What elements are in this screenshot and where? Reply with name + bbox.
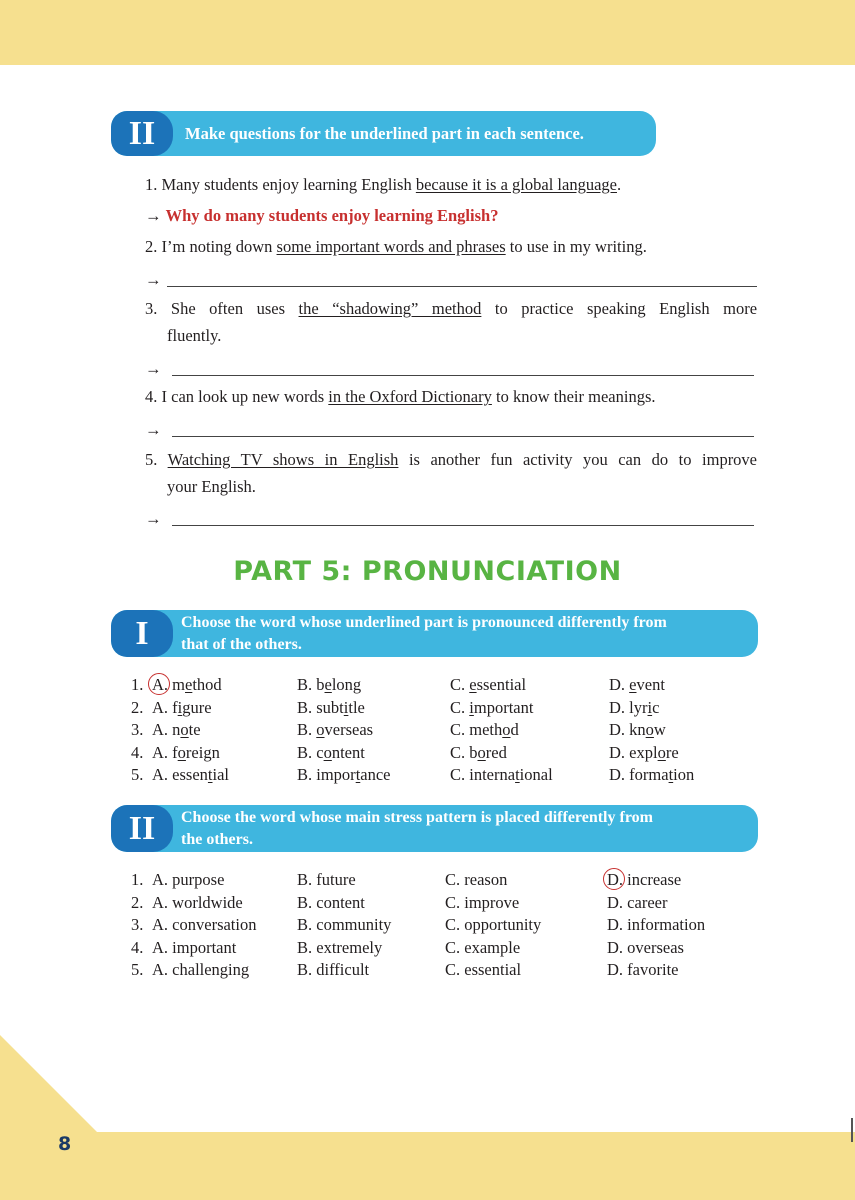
option-d[interactable] <box>607 869 681 891</box>
section-questions-banner <box>111 111 656 156</box>
option-letter: C. <box>445 937 461 957</box>
item-number: 1. <box>131 675 144 694</box>
option-word: challenging <box>172 960 250 979</box>
word-part: d <box>510 720 519 739</box>
option-letter: A. <box>152 675 169 694</box>
option-b[interactable] <box>297 937 382 959</box>
option-row <box>0 764 855 786</box>
option-letter: D. <box>607 892 624 912</box>
option-letter: B. <box>297 765 313 784</box>
option-a[interactable] <box>152 959 249 981</box>
option-word: favorite <box>627 960 679 979</box>
option-word: information <box>627 915 706 934</box>
word-part: expl <box>629 742 658 762</box>
underlined-letter: e <box>185 675 193 694</box>
option-word: essential <box>464 960 522 979</box>
answer-line-2[interactable] <box>167 286 757 287</box>
answer-1 <box>145 206 498 226</box>
option-letter: C. <box>450 697 466 717</box>
option-a[interactable] <box>152 937 236 959</box>
word-part: impor <box>316 765 356 784</box>
option-letter: B. <box>297 870 313 889</box>
word-part: c <box>652 697 660 717</box>
option-word: conversation <box>172 915 257 934</box>
option-c[interactable] <box>450 742 507 764</box>
word-part: b <box>469 742 478 762</box>
word-part: mportant <box>473 697 534 717</box>
option-letter: B. <box>297 915 313 934</box>
item-number: 3. <box>131 915 144 934</box>
word-part: kn <box>629 720 646 739</box>
option-word: reason <box>464 870 508 889</box>
option-row <box>0 719 855 741</box>
word-part: interna <box>469 765 516 784</box>
option-d[interactable] <box>609 697 659 719</box>
option-letter: A. <box>152 870 169 889</box>
option-row <box>0 742 855 764</box>
question-3: 3. She often uses the “shadowing” method to practice speaking English more <box>145 299 758 318</box>
answer-arrow-2: → <box>145 270 162 289</box>
item-number: 1. <box>131 870 144 889</box>
option-row <box>0 937 855 959</box>
underlined-letter: t <box>668 765 674 784</box>
section-instruction-line2: that of the others. <box>181 636 302 653</box>
underlined-letter: o <box>323 742 332 762</box>
question-5: 5. Watching TV shows in English is another fun activity you can do to improve <box>145 450 758 469</box>
corner-triangle <box>0 1035 100 1135</box>
underlined-letter: o <box>657 742 666 762</box>
option-letter: C. <box>445 915 461 934</box>
underlined-letter: o <box>177 742 186 762</box>
option-c[interactable] <box>445 892 519 914</box>
section-stress-banner <box>111 805 758 852</box>
answer-line-5[interactable] <box>172 525 754 526</box>
underlined-part: in the Oxford Dictionary <box>328 387 492 406</box>
option-b[interactable] <box>297 742 365 764</box>
word-part: long <box>331 675 362 694</box>
underlined-letter: e <box>629 675 637 694</box>
question-4: 4. I can look up new words in the Oxford Dictionary to know their meanings. <box>145 387 656 406</box>
section-instruction-line1: Choose the word whose main stress pattern is placed differently from <box>181 809 653 826</box>
option-letter: A. <box>152 697 169 717</box>
option-letter: A. <box>152 892 169 912</box>
option-word: opportunity <box>464 915 542 934</box>
option-a[interactable] <box>152 674 222 696</box>
question-1: 1. Many students enjoy learning English because it is a global language. <box>145 175 622 194</box>
underlined-letter: o <box>502 720 511 739</box>
option-letter: A. <box>152 720 169 739</box>
word-part: m <box>172 675 186 694</box>
option-a[interactable] <box>152 719 201 741</box>
item-number: 2. <box>131 697 144 717</box>
option-row <box>0 959 855 981</box>
answer-arrow-3: → <box>145 359 162 378</box>
option-letter: D. <box>607 870 624 889</box>
option-word: important <box>172 937 237 957</box>
section-instruction-line1: Choose the word whose underlined part is pronounced differently from <box>181 614 667 631</box>
option-word: worldwide <box>172 892 243 912</box>
option-b[interactable] <box>297 892 365 914</box>
word-part: verseas <box>324 720 374 739</box>
item-number: 3. <box>131 720 144 739</box>
word-part: essen <box>172 765 208 784</box>
option-b[interactable] <box>297 959 369 981</box>
option-letter: D. <box>609 720 626 739</box>
option-c[interactable] <box>450 764 553 786</box>
option-row <box>0 892 855 914</box>
question-2: 2. I’m noting down some important words and phrases to use in my writing. <box>145 237 647 256</box>
top-band <box>0 0 855 65</box>
option-d[interactable] <box>609 764 694 786</box>
underlined-letter: o <box>477 742 486 762</box>
underlined-part: Watching TV shows in English <box>167 450 399 469</box>
item-number: 5. <box>131 960 144 979</box>
option-b[interactable] <box>297 764 391 786</box>
option-letter: B. <box>297 892 313 912</box>
option-letter: B. <box>297 720 313 739</box>
option-letter: C. <box>445 960 461 979</box>
underlined-part: because it is a global language <box>415 175 617 194</box>
underlined-letter: o <box>645 720 654 739</box>
underlined-letter: o <box>316 720 325 739</box>
underlined-letter: e <box>469 675 477 694</box>
option-letter: B. <box>297 937 313 957</box>
option-b[interactable] <box>297 674 361 696</box>
option-letter: A. <box>152 915 169 934</box>
section-numeral-badge: I <box>111 610 173 657</box>
option-letter: A. <box>152 960 169 979</box>
underlined-letter: t <box>207 765 213 784</box>
option-b[interactable] <box>297 697 365 719</box>
underlined-letter: i <box>469 697 474 717</box>
section-numeral-badge: II <box>111 805 173 852</box>
answer-arrow-4: → <box>145 420 162 439</box>
word-part: n <box>172 720 181 739</box>
word-part: te <box>188 720 201 739</box>
option-row <box>0 914 855 936</box>
word-part: f <box>172 697 178 717</box>
option-letter: D. <box>607 915 624 934</box>
word-part: re <box>665 742 679 762</box>
option-word: purpose <box>172 870 225 889</box>
option-a[interactable] <box>152 869 224 891</box>
option-letter: D. <box>609 675 626 694</box>
answer-text: Why do many students enjoy learning English? <box>165 206 499 225</box>
underlined-letter: t <box>355 765 361 784</box>
option-word: increase <box>627 870 682 889</box>
option-d[interactable] <box>607 959 678 981</box>
option-letter: A. <box>152 765 169 784</box>
word-part: tle <box>348 697 365 717</box>
word-part: red <box>485 742 507 762</box>
option-d[interactable] <box>609 674 665 696</box>
word-part: gure <box>182 697 212 717</box>
question-5-line2: your English. <box>167 477 256 496</box>
option-b[interactable] <box>297 719 373 741</box>
option-letter: C. <box>450 742 466 762</box>
option-c[interactable] <box>445 937 520 959</box>
question-3-line2: fluently. <box>167 326 222 345</box>
option-word: overseas <box>627 937 684 957</box>
option-row <box>0 674 855 696</box>
option-b[interactable] <box>297 869 356 891</box>
section-pronunciation-banner <box>111 610 758 657</box>
option-letter: D. <box>609 742 626 762</box>
page-number: 8 <box>58 1133 72 1155</box>
option-word: community <box>316 915 392 934</box>
option-letter: C. <box>450 675 466 694</box>
underlined-letter: i <box>647 697 653 717</box>
option-d[interactable] <box>609 719 666 741</box>
option-row <box>0 869 855 891</box>
word-part: subt <box>316 697 344 717</box>
underlined-letter: o <box>180 720 189 739</box>
underlined-letter: t <box>515 765 520 784</box>
option-c[interactable] <box>450 719 519 741</box>
underlined-part: some important words and phrases <box>276 237 506 256</box>
option-letter: C. <box>445 892 461 912</box>
underlined-letter: i <box>343 697 349 717</box>
option-c[interactable] <box>445 869 507 891</box>
section-instruction-line2: the others. <box>181 831 253 848</box>
word-part: ial <box>212 765 230 784</box>
underlined-letter: e <box>324 675 332 694</box>
word-part: ional <box>519 765 553 784</box>
option-d[interactable] <box>607 937 684 959</box>
answer-line-3[interactable] <box>172 375 754 376</box>
option-letter: C. <box>445 870 461 889</box>
item-number: 2. <box>131 892 144 912</box>
word-part: w <box>653 720 666 739</box>
option-d[interactable] <box>607 892 667 914</box>
bottom-band <box>0 1132 855 1200</box>
option-letter: A. <box>152 742 169 762</box>
part-title: PART 5: PRONUNCIATION <box>233 556 622 587</box>
word-part: ntent <box>331 742 365 762</box>
word-part: reign <box>185 742 220 762</box>
option-word: example <box>464 937 521 957</box>
underlined-part: the “shadowing” method <box>298 299 482 318</box>
word-part: meth <box>469 720 503 739</box>
word-part: f <box>172 742 178 762</box>
option-d[interactable] <box>609 742 679 764</box>
word-part: ssential <box>476 675 527 694</box>
option-row <box>0 697 855 719</box>
option-letter: D. <box>607 937 624 957</box>
option-letter: B. <box>297 697 313 717</box>
word-part: thod <box>192 675 222 694</box>
section-instruction: Make questions for the underlined part in each sentence. <box>185 124 584 143</box>
word-part: ion <box>673 765 695 784</box>
item-number: 4. <box>131 937 144 957</box>
option-letter: C. <box>450 765 466 784</box>
word-part: vent <box>636 675 665 694</box>
arrow-icon: → <box>145 206 162 225</box>
underlined-letter: i <box>177 697 183 717</box>
option-letter: B. <box>297 742 313 762</box>
option-d[interactable] <box>607 914 705 936</box>
option-letter: D. <box>607 960 624 979</box>
item-number: 4. <box>131 742 144 762</box>
word-part: lyr <box>629 697 648 717</box>
option-letter: A. <box>152 937 169 957</box>
word-part: c <box>316 742 324 762</box>
answer-arrow-5: → <box>145 509 162 528</box>
option-a[interactable] <box>152 697 212 719</box>
option-word: extremely <box>316 937 383 957</box>
option-c[interactable] <box>450 674 526 696</box>
option-letter: B. <box>297 675 313 694</box>
option-a[interactable] <box>152 742 220 764</box>
option-letter: D. <box>609 765 626 784</box>
option-word: content <box>316 892 365 912</box>
option-letter: D. <box>609 697 626 717</box>
option-a[interactable] <box>152 892 243 914</box>
option-word: career <box>627 892 668 912</box>
option-b[interactable] <box>297 914 391 936</box>
item-number: 5. <box>131 765 144 784</box>
word-part: forma <box>629 765 669 784</box>
edge-mark <box>851 1118 853 1142</box>
option-a[interactable] <box>152 914 256 936</box>
option-c[interactable] <box>445 914 541 936</box>
option-word: difficult <box>316 960 370 979</box>
option-c[interactable] <box>445 959 521 981</box>
word-part: ance <box>360 765 391 784</box>
word-part: b <box>316 675 325 694</box>
option-c[interactable] <box>450 697 533 719</box>
option-letter: B. <box>297 960 313 979</box>
section-numeral-badge: II <box>111 111 173 156</box>
option-letter: C. <box>450 720 466 739</box>
option-word: future <box>316 870 356 889</box>
answer-line-4[interactable] <box>172 436 754 437</box>
option-a[interactable] <box>152 764 229 786</box>
option-word: improve <box>464 892 520 912</box>
